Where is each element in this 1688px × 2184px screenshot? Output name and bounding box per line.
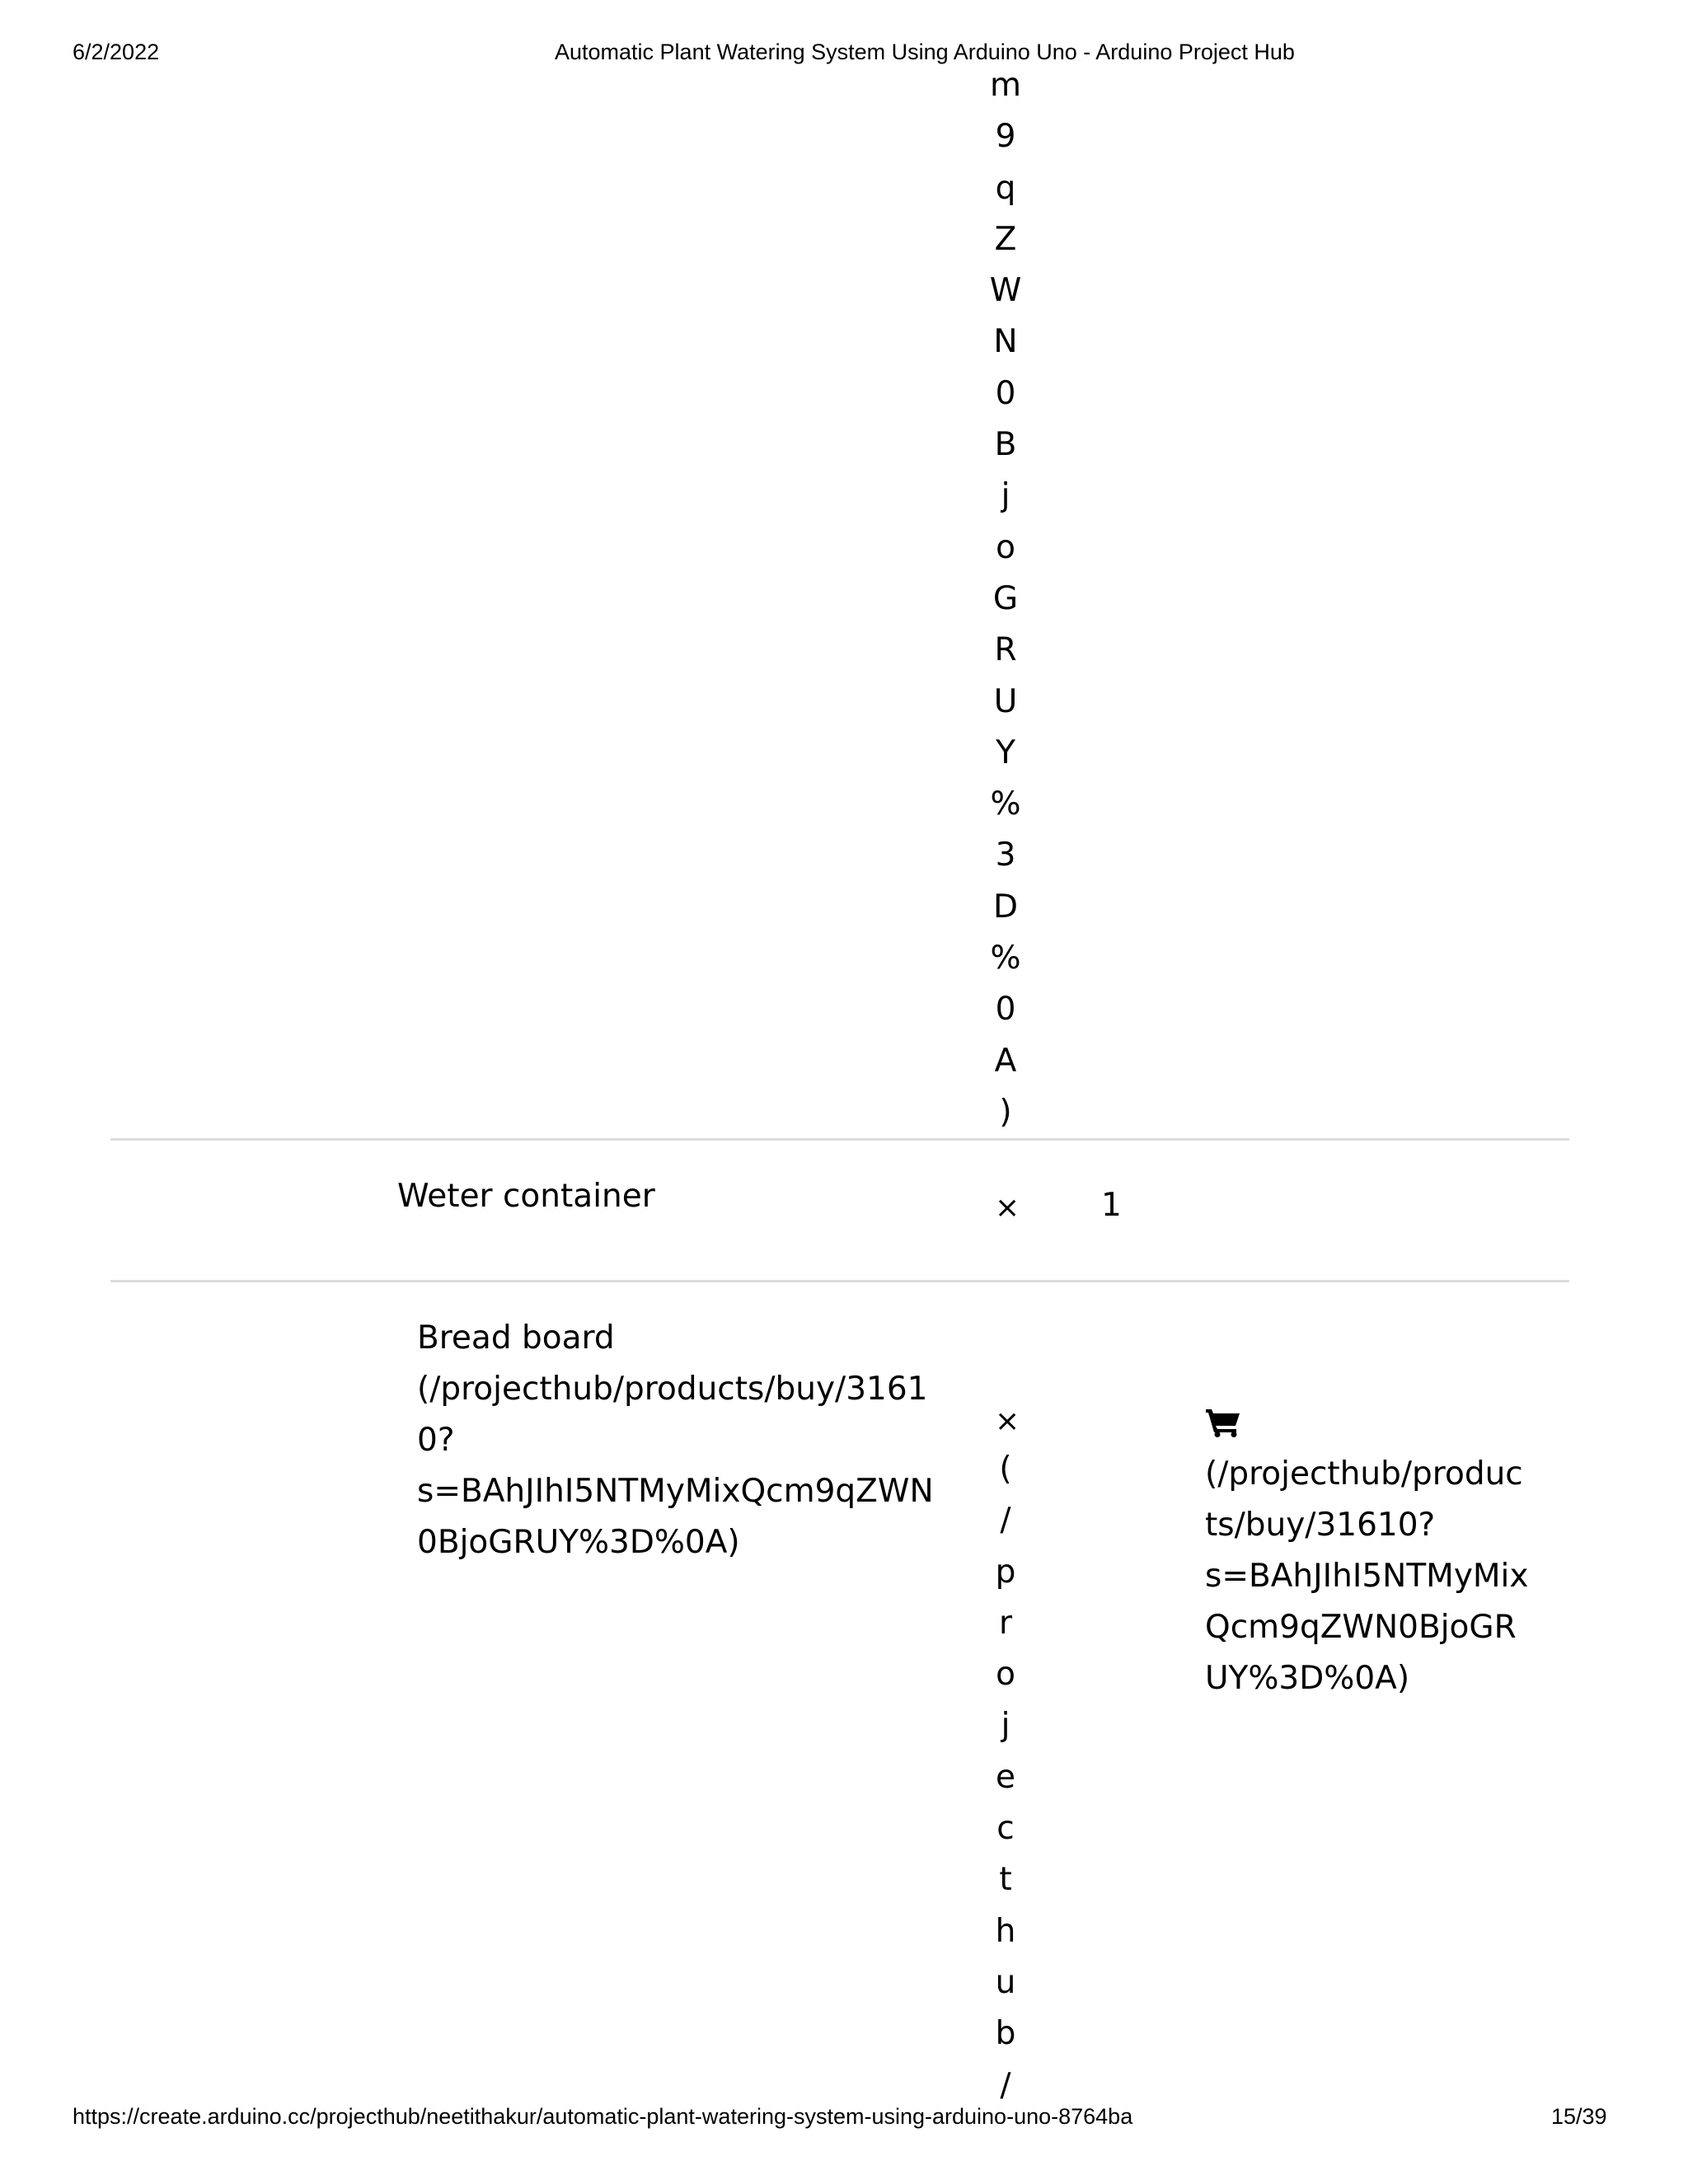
link-character: p xyxy=(995,1553,1016,1591)
link-character: m xyxy=(990,67,1021,104)
shopping-cart-icon[interactable] xyxy=(1205,1406,1241,1437)
component-name-line: Bread board xyxy=(417,1319,615,1357)
print-page-title: Automatic Plant Watering System Using Arduino Uno - Arduino Project Hub xyxy=(555,40,1295,64)
component-link-line: (/projecthub/products/buy/3161 xyxy=(417,1371,928,1408)
link-character: Z xyxy=(994,220,1017,258)
wrapped-quantity-link[interactable] xyxy=(985,1444,1026,2111)
buy-link-line: Qcm9qZWN0BjoGR xyxy=(1205,1609,1517,1646)
link-character: B xyxy=(994,426,1017,464)
print-url: https://create.arduino.cc/projecthub/neetithakur/automatic-plant-watering-system-using-arduino-uno-8764ba xyxy=(73,2104,1133,2129)
print-page-number: 15/39 xyxy=(1551,2104,1607,2129)
buy-link-line: ts/buy/31610? xyxy=(1205,1507,1436,1544)
link-character: ( xyxy=(999,1451,1012,1488)
buy-link-line: UY%3D%0A) xyxy=(1205,1660,1410,1697)
link-character: Y xyxy=(996,733,1015,771)
link-character: / xyxy=(1000,1502,1011,1540)
link-character: N xyxy=(993,323,1018,361)
component-name-water-container: Weter container xyxy=(397,1178,655,1215)
link-character: G xyxy=(992,579,1019,617)
link-character: 9 xyxy=(995,118,1016,156)
link-character: A xyxy=(994,1042,1017,1080)
link-character: j xyxy=(1001,1707,1010,1745)
buy-link-line: s=BAhJIhI5NTMyMix xyxy=(1205,1558,1529,1595)
link-character: e xyxy=(996,1758,1015,1796)
link-character: % xyxy=(990,785,1021,823)
link-character: D xyxy=(992,888,1019,926)
times-symbol: × xyxy=(995,1191,1020,1225)
link-character: o xyxy=(996,528,1015,566)
link-character: 0 xyxy=(995,374,1016,412)
times-symbol: × xyxy=(995,1404,1020,1438)
link-character: r xyxy=(998,1604,1013,1642)
component-name-bread-board[interactable] xyxy=(417,1313,934,1568)
print-date: 6/2/2022 xyxy=(73,40,160,64)
component-link-line: 0BjoGRUY%3D%0A) xyxy=(417,1524,740,1561)
link-character: h xyxy=(995,1912,1016,1950)
link-character: % xyxy=(990,940,1021,977)
link-character: t xyxy=(999,1861,1012,1899)
component-link-line: 0? xyxy=(417,1422,455,1459)
link-character: u xyxy=(995,1963,1016,2001)
link-character: o xyxy=(996,1656,1015,1694)
row-divider xyxy=(110,1138,1569,1141)
link-character: ) xyxy=(999,1093,1012,1131)
buy-link-line: (/projecthub/produc xyxy=(1205,1455,1523,1493)
wrapped-link-continuation[interactable] xyxy=(985,60,1026,1138)
link-character: 0 xyxy=(995,991,1016,1029)
component-link-line: s=BAhJIhI5NTMyMixQcm9qZWN xyxy=(417,1473,934,1510)
link-character: j xyxy=(1001,477,1010,515)
buy-link[interactable] xyxy=(1205,1449,1528,1704)
link-character: / xyxy=(1000,2066,1011,2104)
link-character: q xyxy=(995,169,1016,207)
link-character: c xyxy=(996,1810,1015,1848)
link-character: U xyxy=(993,682,1018,720)
link-character: R xyxy=(994,631,1017,669)
link-character: W xyxy=(989,272,1022,310)
link-character: b xyxy=(995,2015,1016,2053)
row-divider xyxy=(110,1280,1569,1282)
link-character: 3 xyxy=(995,837,1016,874)
component-quantity: 1 xyxy=(1101,1187,1122,1224)
